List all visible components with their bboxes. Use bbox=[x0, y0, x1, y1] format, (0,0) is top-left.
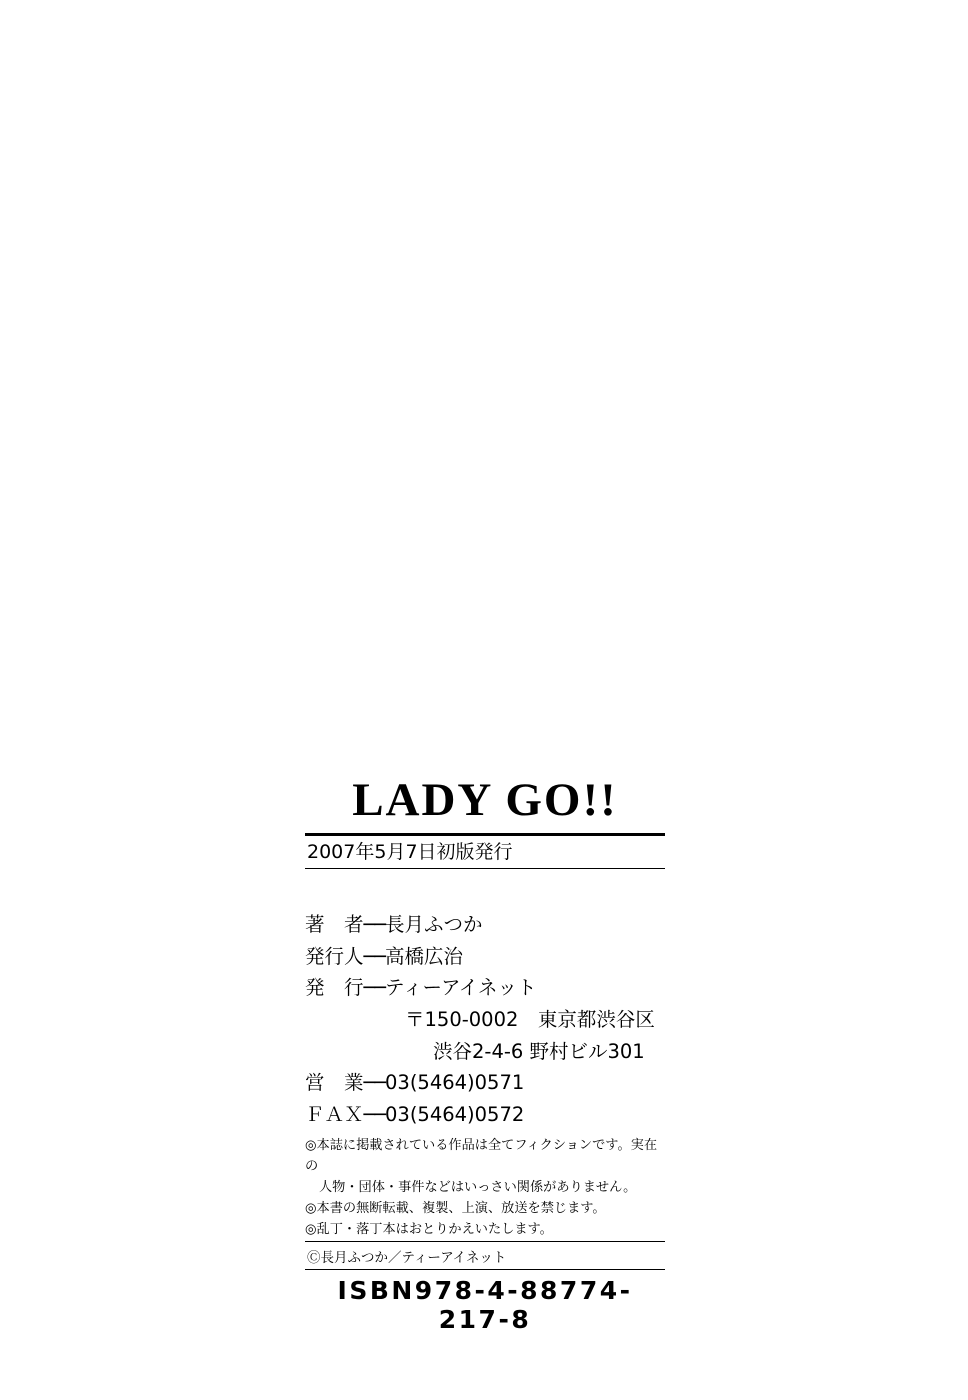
contact-fax-dash: ── bbox=[363, 1102, 385, 1126]
credit-author-value: 長月ふつか bbox=[385, 913, 483, 937]
legal-note-3: ◎乱丁・落丁本はおとりかえいたします。 bbox=[305, 1221, 553, 1237]
legal-notes bbox=[305, 1136, 665, 1240]
credit-author bbox=[305, 909, 665, 941]
credit-publisher-dash: ── bbox=[363, 976, 385, 1000]
credit-publisher-label: 発 行 bbox=[305, 976, 364, 1000]
legal-note-2: ◎本書の無断転載、複製、上演、放送を禁じます。 bbox=[305, 1200, 606, 1216]
address-line-1: 〒150-0002 東京都渋谷区 bbox=[405, 1007, 655, 1031]
credit-publisher-value: ティーアイネット bbox=[385, 976, 537, 1000]
publication-date: 2007年5月7日初版発行 bbox=[307, 840, 513, 863]
credit-publisher bbox=[305, 972, 665, 1004]
credit-publisher-person-value: 高橋広治 bbox=[385, 944, 464, 968]
contact-sales-dash: ── bbox=[363, 1071, 385, 1095]
copyright-line: Ⓒ長月ふつか／ティーアイネット bbox=[307, 1249, 507, 1266]
legal-note-1-cont: 人物・団体・事件などはいっさい関係がありません。 bbox=[319, 1179, 637, 1195]
contact-fax-value: 03(5464)0572 bbox=[385, 1102, 525, 1126]
credits-list bbox=[305, 909, 665, 1130]
address-line-2: 渋谷2-4-6 野村ビル301 bbox=[433, 1039, 645, 1063]
credit-publisher-person bbox=[305, 941, 665, 973]
isbn-code: ISBN978-4-88774-217-8 bbox=[337, 1275, 633, 1334]
credit-publisher-person-label: 発行人 bbox=[305, 944, 364, 968]
credit-author-label: 著 者 bbox=[305, 913, 364, 937]
legal-note-1: ◎本誌に掲載されている作品は全てフィクションです。実在の bbox=[305, 1138, 658, 1175]
spacer bbox=[305, 869, 665, 909]
page-title: LADY GO!! bbox=[352, 774, 618, 826]
contact-sales-value: 03(5464)0571 bbox=[385, 1071, 525, 1095]
contact-fax bbox=[305, 1099, 665, 1131]
colophon-block bbox=[305, 775, 665, 1336]
contact-sales-label: 営 業 bbox=[305, 1071, 364, 1095]
contact-sales bbox=[305, 1067, 665, 1099]
credit-author-dash: ── bbox=[363, 913, 385, 937]
credit-publisher-person-dash: ── bbox=[363, 944, 385, 968]
contact-fax-label: ＦＡＸ bbox=[305, 1102, 364, 1126]
